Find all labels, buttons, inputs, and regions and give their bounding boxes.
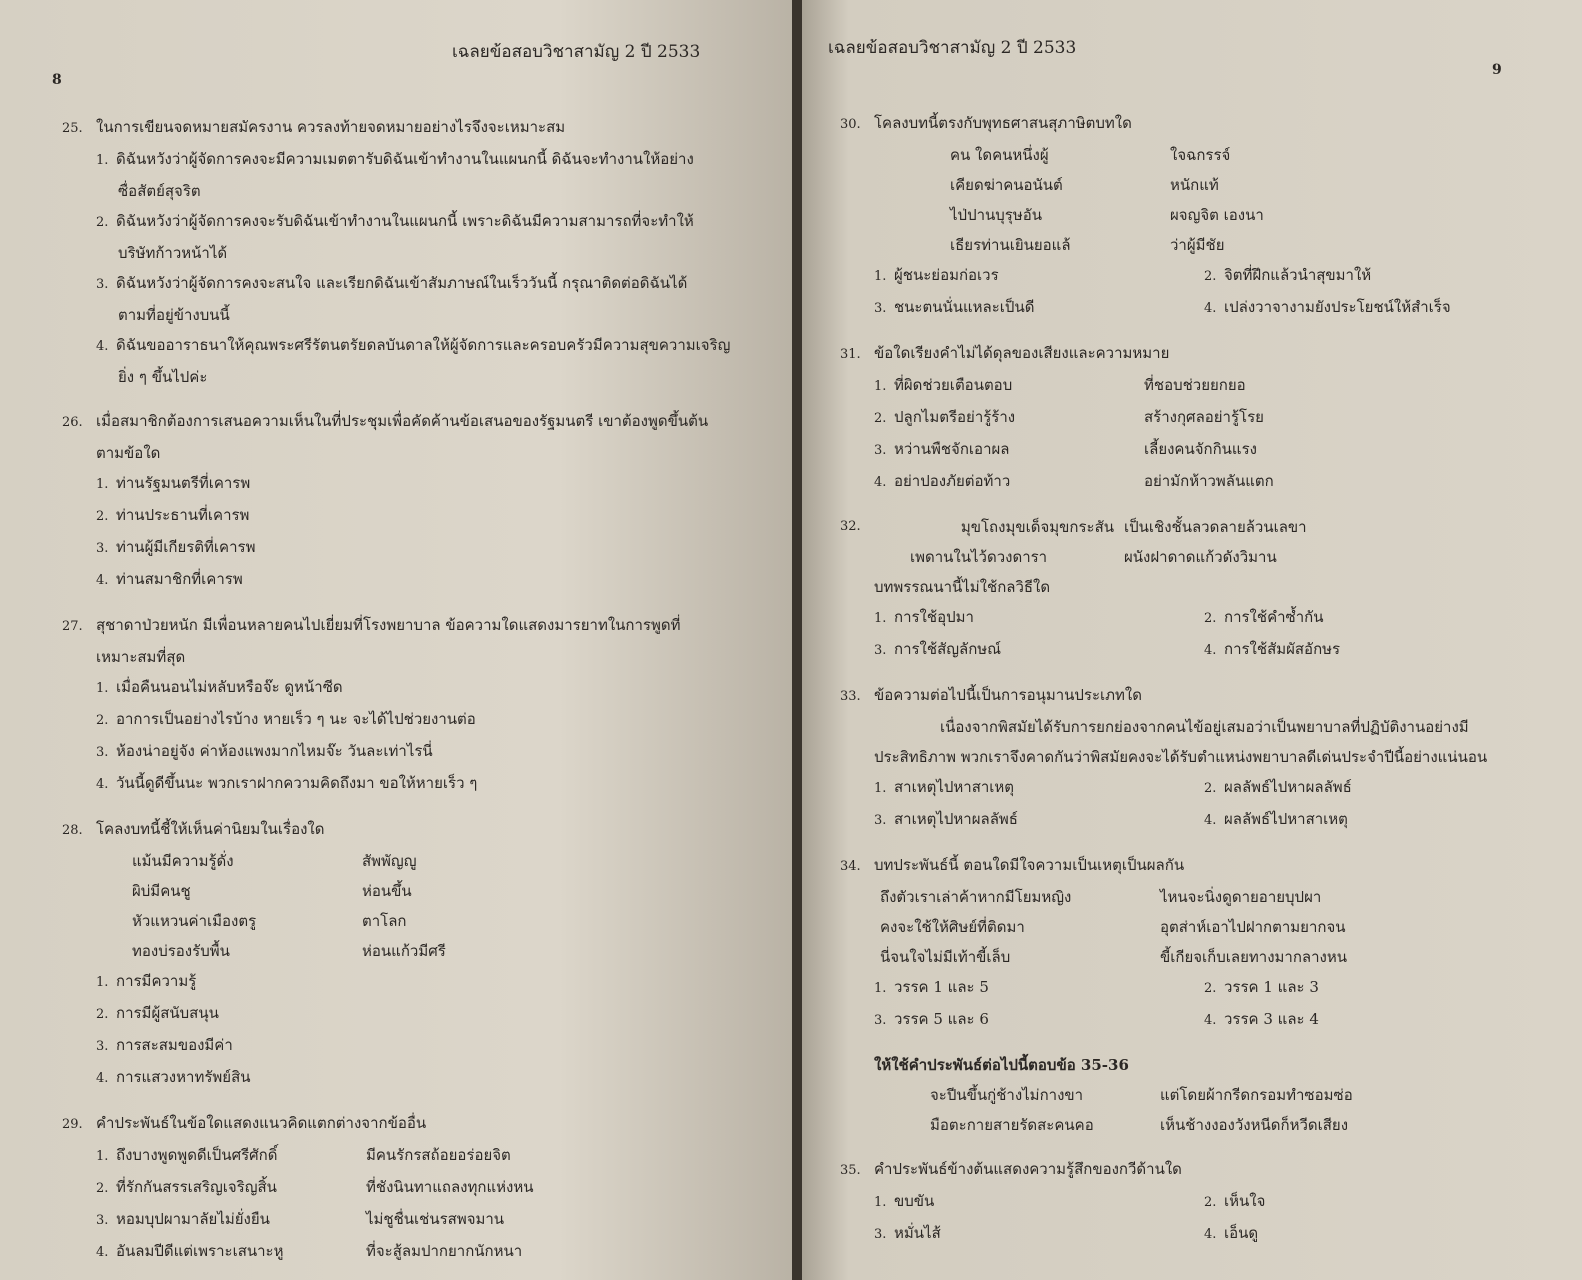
question-28 [62,814,762,846]
text-fragment: 3. [96,277,109,292]
text-fragment: สัพพัญญู [362,852,417,870]
text-fragment: อุตส่าห์เอาไปฝากตามยากจน [1160,918,1346,936]
text-group [1204,1004,1504,1036]
spacer [840,1036,1540,1050]
text-fragment: หอมบุปผามาลัยไม่ยั่งยืน [116,1210,270,1228]
instruction-text: ให้ใช้คำประพันธ์ต่อไปนี้ตอบข้อ 35-36 [874,1056,1129,1074]
text-fragment: 1. [874,1195,887,1210]
shared-poem [840,1080,1540,1140]
text-group [874,804,1204,836]
text-fragment: 27. [62,619,83,634]
option-3 [62,532,762,564]
text-fragment: เห็นใจ [1224,1192,1266,1210]
text-fragment: จะปีนขึ้นกู่ช้างไม่กางขา [930,1086,1084,1104]
text-fragment: ว่าผู้มีชัย [1170,236,1225,254]
text-fragment: 3. [96,745,109,760]
text-fragment: 2. [1204,269,1217,284]
text-fragment: 34. [840,859,861,874]
text-fragment: ผนังฝาดาดแก้วดังวิมาน [1124,548,1277,566]
option-4 [62,1062,762,1094]
text-fragment: 2. [1204,981,1217,996]
spacer [840,836,1540,850]
text-fragment: 1. [96,477,109,492]
option-2 [62,998,762,1030]
text-fragment: แม้นมีความรู้ดั่ง [132,852,234,870]
text-fragment: ผลลัพธ์ไปหาผลลัพธ์ [1224,778,1352,796]
option-1 [62,468,762,500]
text-fragment: ชนะตนนั่นแหละเป็นดี [894,298,1035,316]
text-fragment: 25. [62,121,83,136]
text-fragment: ไหนจะนิ่งดูดายอายบุปผา [1160,888,1322,906]
text-fragment: คงจะใช้ให้ศิษย์ที่ติดมา [880,918,1025,936]
text-fragment: สาเหตุไปหาสาเหตุ [894,778,1015,796]
text-group [1204,292,1504,324]
text-fragment: สร้างกุศลอย่ารู้โรย [1144,408,1264,426]
text-fragment: การใช้คำซ้ำกัน [1224,608,1324,626]
text-group [1204,1218,1504,1250]
option-2 [62,1172,762,1204]
option-1-cont: ซื่อสัตย์สุจริต [118,182,201,200]
text-fragment: อันลมปีดีแต่เพราะเสนาะหู [116,1242,284,1260]
text-fragment: หัวแหวนค่าเมืองตรู [132,912,257,930]
text-group [874,1218,1204,1250]
right-page [802,0,1582,1280]
question-32 [840,512,1540,542]
text-fragment: 4. [1204,813,1217,828]
text-fragment: 2. [874,411,887,426]
text-fragment: อาการเป็นอย่างไรบ้าง หายเร็ว ๆ นะ จะได้ไปช่วยงานต่อ [116,710,476,728]
option-4 [840,466,1540,498]
option-4 [62,330,762,362]
text-fragment: ท่านสมาชิกที่เคารพ [116,570,243,588]
text-fragment: ทองบ่รองรับพื้น [132,942,230,960]
text-group [1204,772,1504,804]
text-fragment: การสะสมของมีค่า [116,1036,233,1054]
option-3 [62,1030,762,1062]
text-fragment: ท่านผู้มีเกียรติที่เคารพ [116,538,256,556]
text-fragment: 31. [840,347,861,362]
question-34 [840,850,1540,882]
poem-verse [840,140,1540,260]
question-text: บทพรรณนานี้ไม่ใช้กลวิธีใด [874,578,1051,596]
text-fragment: 1. [96,681,109,696]
text-group [1204,602,1504,634]
poem-verse [62,846,762,966]
text-fragment: 35. [840,1163,861,1178]
option-3 [62,1204,762,1236]
text-fragment: 4. [96,1245,109,1260]
options [840,972,1540,1036]
text-group [1204,1186,1504,1218]
text-fragment: ที่ชังนินทาแถลงทุกแห่งหน [366,1178,534,1196]
option-1 [62,966,762,998]
text-fragment: ท่านรัฐมนตรีที่เคารพ [116,474,251,492]
spacer [840,324,1540,338]
question-33 [840,680,1540,712]
text-fragment: 1. [874,781,887,796]
option-3 [840,434,1540,466]
option-4-cont: ยิ่ง ๆ ขึ้นไปค่ะ [118,368,208,386]
text-fragment: การใช้สัญลักษณ์ [894,640,1002,658]
spacer [840,498,1540,512]
text-fragment: 4. [96,573,109,588]
text-fragment: วรรค 1 และ 5 [894,978,989,996]
text-fragment: นี่จนใจไม่มีเท้าขี้เล็บ [880,948,1011,966]
text-fragment: เปล่งวาจางามยังประโยชน์ให้สำเร็จ [1224,298,1451,316]
text-fragment: เห็นช้างงองวังหนีดก็หวีดเสียง [1160,1116,1349,1134]
text-fragment: 3. [874,1227,887,1242]
text-fragment: 2. [96,1007,109,1022]
text-fragment: ไม่ชูชื่นเช่นรสพจมาน [366,1210,505,1228]
text-fragment: หนักแท้ [1170,176,1219,194]
text-fragment: อย่าปองภัยต่อท้าว [894,472,1011,490]
text-fragment: ตาโลก [362,912,407,930]
text-group [96,1204,366,1236]
option-2-cont: บริษัทก้าวหน้าได้ [118,244,228,262]
text-group [96,1172,366,1204]
text-fragment: 4. [1204,301,1217,316]
text-fragment: แต่โดยผ้ากรีดกรอมทำซอมซ่อ [1160,1086,1353,1104]
text-fragment: สาเหตุไปหาผลลัพธ์ [894,810,1018,828]
text-fragment: 4. [1204,643,1217,658]
options [840,260,1540,324]
text-fragment: 2. [96,1181,109,1196]
text-fragment: 32. [840,519,861,534]
text-fragment: การมีผู้สนับสนุน [116,1004,219,1022]
text-fragment: 2. [96,509,109,524]
text-fragment: คน ใดคนหนึ่งผู้ [950,146,1049,164]
question-25 [62,112,762,144]
text-fragment: เพดานในไว้ดวงดารา [910,548,1048,566]
text-fragment: 2. [96,215,109,230]
spacer [62,800,762,814]
text-fragment: วรรค 5 และ 6 [894,1010,989,1028]
question-text: ข้อใดเรียงคำไม่ได้ดุลของเสียงและความหมาย [874,344,1170,362]
page-header: เฉลยข้อสอบวิชาสามัญ 2 ปี 2533 [452,42,701,62]
text-fragment: 3. [874,643,887,658]
option-3 [62,268,762,300]
option-2 [62,500,762,532]
text-fragment: 2. [1204,781,1217,796]
text-group [96,1140,366,1172]
text-fragment: 33. [840,689,861,704]
text-fragment: หว่านพืชจักเอาผล [894,440,1010,458]
text-fragment: 3. [874,1013,887,1028]
text-fragment: ผิบ่มีคนชู [132,882,191,900]
option-2 [62,704,762,736]
question-text: สุชาดาป่วยหนัก มีเพื่อนหลายคนไปเยี่ยมที่โรงพยาบาล ข้อความใดแสดงมารยาทในการพูดที่ [96,616,681,634]
option-4 [62,768,762,800]
text-fragment: ถึงตัวเราเล่าค้าหากมีโยมหญิง [880,888,1072,906]
text-group [874,772,1204,804]
option-1 [62,672,762,704]
text-fragment: ท่านประธานที่เคารพ [116,506,250,524]
text-fragment: ใจฉกรรจ์ [1170,146,1231,164]
text-group [1204,804,1504,836]
text-fragment: ที่ผิดช่วยเตือนตอบ [894,376,1013,394]
text-group [96,1236,366,1268]
text-fragment: การใช้สัมผัสอักษร [1224,640,1341,658]
text-fragment: 30. [840,117,861,132]
passage-line-1: เนื่องจากพิสมัยได้รับการยกย่องจากคนไข้อยู่เสมอว่าเป็นพยาบาลที่ปฏิบัติงานอย่างมี [940,718,1469,736]
question-text: โคลงบทนี้ชี้ให้เห็นค่านิยมในเรื่องใด [96,820,325,838]
option-1 [840,370,1540,402]
text-fragment: ที่ชอบช่วยยกยอ [1144,376,1246,394]
text-fragment: 29. [62,1117,83,1132]
text-fragment: เธียรท่านเยินยอแล้ [950,236,1071,254]
right-content [840,108,1540,1250]
options [840,1186,1540,1250]
page-header: เฉลยข้อสอบวิชาสามัญ 2 ปี 2533 [828,38,1077,58]
text-fragment: ขบขัน [894,1192,935,1210]
text-fragment: จิตที่ฝึกแล้วนำสุขมาให้ [1224,266,1372,284]
question-26 [62,406,762,438]
text-fragment: ดิฉันหวังว่าผู้จัดการคงจะสนใจ และเรียกดิฉันเข้าสัมภาษณ์ในเร็ววันนี้ กรุณาติดต่อดิฉันได้ [116,274,688,292]
left-content [62,112,762,1268]
text-group [874,466,1144,498]
text-group [874,434,1144,466]
text-fragment: 1. [96,975,109,990]
text-fragment: ดิฉันหวังว่าผู้จัดการคงจะมีความเมตตารับดิฉันเข้าทำงานในแผนกนี้ ดิฉันจะทำงานให้อย่าง [116,150,694,168]
text-group [874,292,1204,324]
text-fragment: เอ็นดู [1224,1224,1259,1242]
question-text: เมื่อสมาชิกต้องการเสนอความเห็นในที่ประชุมเพื่อคัดค้านข้อเสนอของรัฐมนตรี เขาต้องพูดขึ้นต้น [96,412,709,430]
passage-line-2: ประสิทธิภาพ พวกเราจึงคาดกันว่าพิสมัยคงจะได้รับตำแหน่งพยาบาลดีเด่นประจำปีนี้อย่างแน่นอน [874,748,1488,766]
question-text-cont: ตามข้อใด [96,444,161,462]
text-fragment: 1. [874,379,887,394]
text-fragment: 3. [96,1213,109,1228]
question-text: คำประพันธ์ในข้อใดแสดงแนวคิดแตกต่างจากข้ออื่น [96,1114,427,1132]
text-fragment: 2. [1204,611,1217,626]
text-fragment: 28. [62,823,83,838]
text-group [874,972,1204,1004]
text-fragment: 4. [1204,1227,1217,1242]
text-group [874,1004,1204,1036]
text-fragment: ห้องน่าอยู่จัง ค่าห้องแพงมากไหมจ๊ะ วันละเท่าไรนี่ [116,742,433,760]
options [840,602,1540,666]
option-1 [62,1140,762,1172]
option-4 [62,1236,762,1268]
text-fragment: ดิฉันขออาราธนาให้คุณพระศรีรัตนตรัยดลบันดาลให้ผู้จัดการและครอบครัวมีความสุขความเจริญ [116,336,731,354]
text-fragment: ที่จะสู้ลมปากยากนักหนา [366,1242,523,1260]
option-2 [840,402,1540,434]
question-text-cont: เหมาะสมที่สุด [96,648,186,666]
text-group [874,634,1204,666]
text-fragment: เป็นเชิงชั้นลวดลายล้วนเลขา [1124,518,1307,536]
text-fragment: ที่รักกันสรรเสริญเจริญสิ้น [116,1178,277,1196]
text-fragment: ไป่ปานบุรุษอัน [950,206,1042,224]
text-fragment: 1. [874,981,887,996]
spacer [840,666,1540,680]
text-fragment: วรรค 3 และ 4 [1224,1010,1319,1028]
question-text: ข้อความต่อไปนี้เป็นการอนุมานประเภทใด [874,686,1142,704]
text-fragment: เลี้ยงคนจักกินแรง [1144,440,1257,458]
text-fragment: ผลลัพธ์ไปหาสาเหตุ [1224,810,1348,828]
text-fragment: ดิฉันหวังว่าผู้จัดการคงจะรับดิฉันเข้าทำงานในแผนกนี้ เพราะดิฉันมีความสามารถที่จะทำให้ [116,212,694,230]
text-fragment: 3. [874,813,887,828]
text-group [874,602,1204,634]
option-1 [62,144,762,176]
question-35 [840,1154,1540,1186]
text-fragment: ห่อนแก้วมีศรี [362,942,446,960]
text-fragment: 3. [96,1039,109,1054]
option-4 [62,564,762,596]
text-group [1204,634,1504,666]
text-group [874,402,1144,434]
text-fragment: ถึงบางพูดพูดดีเป็นศรีศักดิ์ [116,1146,278,1164]
text-fragment: การแสวงหาทรัพย์สิน [116,1068,251,1086]
text-fragment: 4. [96,339,109,354]
text-fragment: 4. [96,777,109,792]
text-fragment: 3. [96,541,109,556]
text-fragment: 1. [874,611,887,626]
text-fragment: ผจญจิต เองนา [1170,206,1264,224]
text-fragment: อย่ามักห้าวพลันแตก [1144,472,1274,490]
option-3 [62,736,762,768]
options [840,772,1540,836]
question-text: คำประพันธ์ข้างต้นแสดงความรู้สึกของกวีด้านใด [874,1160,1182,1178]
option-3-cont: ตามที่อยู่ข้างบนนี้ [118,306,230,324]
text-fragment: วรรค 1 และ 3 [1224,978,1319,996]
text-group [1204,260,1504,292]
text-fragment: 2. [1204,1195,1217,1210]
text-fragment: 3. [874,443,887,458]
text-group [874,370,1144,402]
text-fragment: เคียดฆ่าคนอนันต์ [950,176,1063,194]
text-fragment: 4. [874,475,887,490]
text-fragment: หมั่นไส้ [894,1224,941,1242]
question-text: โคลงบทนี้ตรงกับพุทธศาสนสุภาษิตบทใด [874,114,1132,132]
spacer [840,1140,1540,1154]
page-number: 8 [52,72,62,88]
question-31 [840,338,1540,370]
text-fragment: การใช้อุปมา [894,608,974,626]
text-group [874,1186,1204,1218]
text-fragment: มุขโถงมุขเด็จมุขกระสัน [960,518,1114,536]
text-fragment: ปลูกไมตรีอย่ารู้ร้าง [894,408,1016,426]
page-number: 9 [1492,62,1502,78]
spacer [62,596,762,610]
text-fragment: 3. [874,301,887,316]
question-30 [840,108,1540,140]
text-fragment: 26. [62,415,83,430]
poem-verse [840,542,1540,572]
text-fragment: ห่อนขึ้น [362,882,412,900]
text-fragment: การมีความรู้ [116,972,197,990]
text-fragment: ผู้ชนะย่อมก่อเวร [894,266,999,284]
text-fragment: 2. [96,713,109,728]
question-27 [62,610,762,642]
spacer [62,392,762,406]
option-2 [62,206,762,238]
text-fragment: เมื่อคืนนอนไม่หลับหรือจ๊ะ ดูหน้าซีด [116,678,343,696]
question-text: ในการเขียนจดหมายสมัครงาน ควรลงท้ายจดหมายอย่างไรจึงจะเหมาะสม [96,118,566,136]
text-fragment: 1. [96,1149,109,1164]
text-fragment: วันนี้ดูดีขึ้นนะ พวกเราฝากความคิดถึงมา ขอให้หายเร็ว ๆ [116,774,478,792]
text-fragment: 4. [1204,1013,1217,1028]
text-fragment: 1. [874,269,887,284]
text-group [1204,972,1504,1004]
spacer [62,1094,762,1108]
question-29 [62,1108,762,1140]
question-text: บทประพันธ์นี้ ตอนใดมีใจความเป็นเหตุเป็นผลกัน [874,856,1185,874]
text-fragment: ขี้เกียจเก็บเลยทางมากลางหน [1160,948,1347,966]
poem-verse [840,882,1540,972]
text-group [874,260,1204,292]
text-fragment: 1. [96,153,109,168]
text-fragment: มีคนรักรสถ้อยอร่อยจิต [366,1146,511,1164]
text-fragment: มือตะกายสายรัดสะคนคอ [930,1116,1094,1134]
text-fragment: 4. [96,1071,109,1086]
